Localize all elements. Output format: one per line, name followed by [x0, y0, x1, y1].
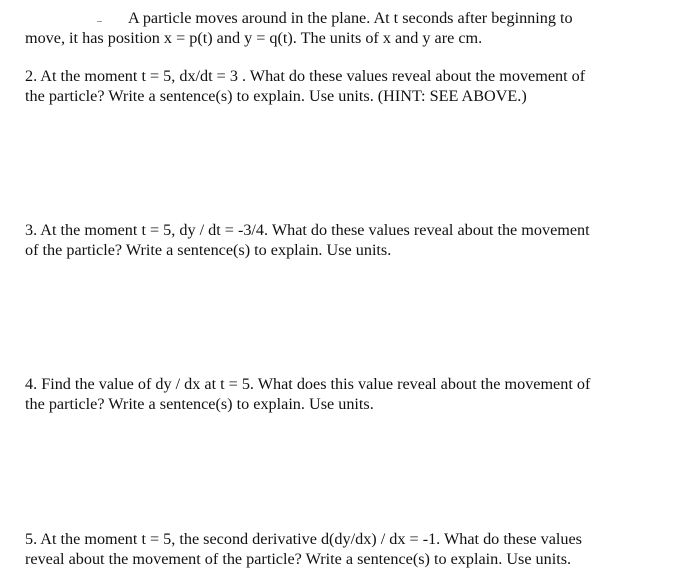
question-4: [25, 374, 685, 414]
question-5-line-1: 5. At the moment t = 5, the second derivative d(dy/dx) / dx = -1. What do these values: [25, 530, 582, 548]
question-5-line-2: reveal about the movement of the particle? Write a sentence(s) to explain. Use units.: [25, 550, 572, 568]
question-2-line-1: 2. At the moment t = 5, dx/dt = 3 . What do these values reveal about the movement of: [25, 67, 586, 85]
question-2: [25, 66, 685, 106]
question-2-line-2: the particle? Write a sentence(s) to explain. Use units. (HINT: SEE ABOVE.): [25, 87, 527, 105]
question-4-line-2: the particle? Write a sentence(s) to explain. Use units.: [25, 395, 374, 413]
intro-line-1: A particle moves around in the plane. At t seconds after beginning to: [128, 9, 573, 27]
question-3-line-1: 3. At the moment t = 5, dy / dt = -3/4. What do these values reveal about the movement: [25, 221, 590, 239]
question-4-line-1: 4. Find the value of dy / dx at t = 5. What does this value reveal about the movement of: [25, 375, 591, 393]
question-3: [25, 220, 685, 260]
intro-paragraph: [25, 8, 685, 48]
intro-line-2: move, it has position x = p(t) and y = q(t). The units of x and y are cm.: [25, 29, 483, 47]
question-3-line-2: of the particle? Write a sentence(s) to explain. Use units.: [25, 241, 392, 259]
question-5: [25, 529, 685, 569]
